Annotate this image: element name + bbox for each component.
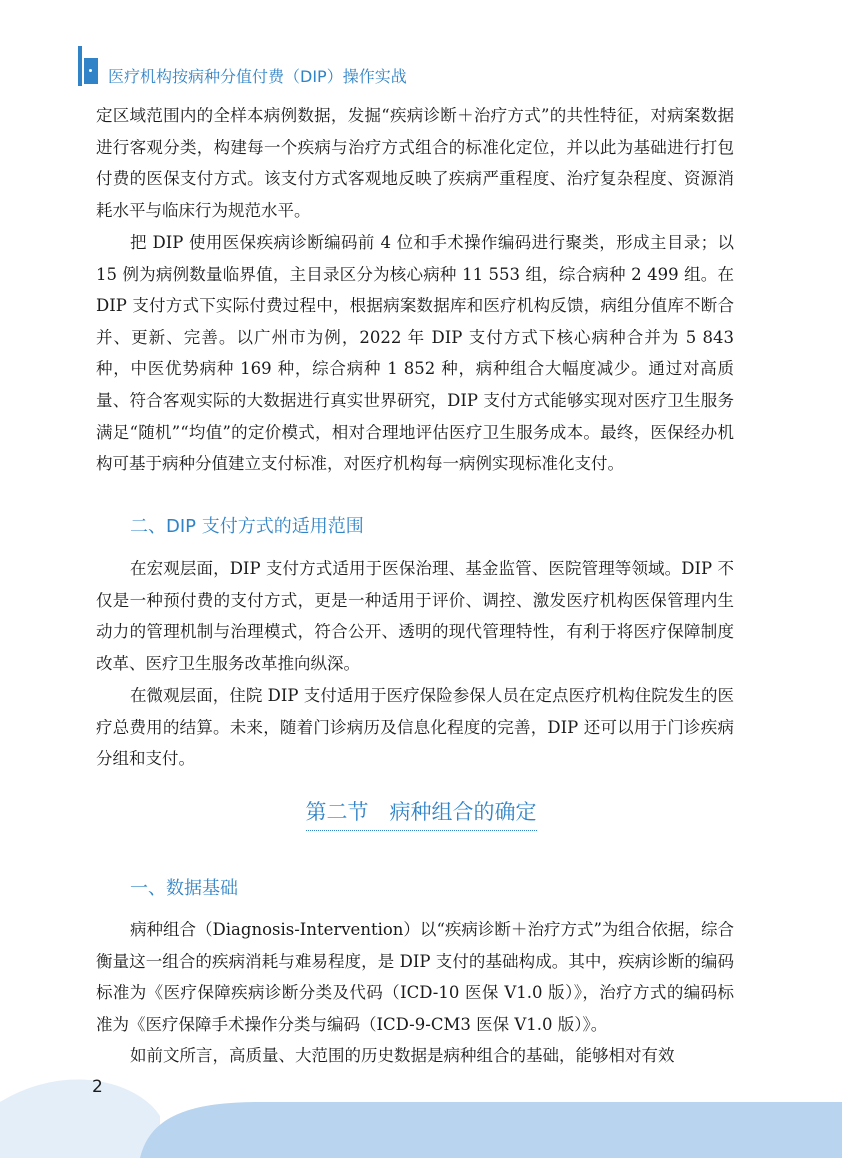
running-header bbox=[78, 46, 778, 86]
header-accent-bar bbox=[78, 46, 82, 86]
paragraph-micro-level: 在微观层面，住院 DIP 支付适用于医疗保险参保人员在定点医疗机构住院发生的医疗总费用的结算。未来，随着门诊病历及信息化程度的完善，DIP 还可以用于门诊疾病分组和支付。 bbox=[96, 686, 734, 769]
chapter-title-block bbox=[0, 796, 842, 831]
bookmark-tab-icon bbox=[84, 58, 98, 84]
section-heading-scope: 二、DIP 支付方式的适用范围 bbox=[130, 516, 364, 537]
page-number: 2 bbox=[92, 1077, 103, 1097]
footer-wave-decoration bbox=[0, 1066, 842, 1158]
section-heading-data-basis: 一、数据基础 bbox=[130, 878, 238, 899]
paragraph-continuation: 定区域范围内的全样本病例数据，发掘“疾病诊断＋治疗方式”的共性特征，对病案数据进行客观分类，构建每一个疾病与治疗方式组合的标准化定位，并以此为基础进行打包付费的医保支付方式。该支付方式客观地反映了疾病严重程度、治疗复杂程度、资源消耗水平与临床行为规范水平。 bbox=[96, 106, 734, 220]
paragraph-dip-clustering: 把 DIP 使用医保疾病诊断编码前 4 位和手术操作编码进行聚类，形成主目录；以 15 例为病例数量临界值，主目录区分为核心病种 11 553 组，综合病种 2 499 组。在 DIP 支付方式下实际付费过程中，根据病案数据库和医疗机构反馈，病组分值库不断合并、更新、完善。以广州市为例，2022 年 DIP 支付方式下核心病种合并为 5 843 种，中医优势病种 169 种，综合病种 1 852 种，病种组合大幅度减少。通过对高质量、符合客观实际的大数据进行真实世界研究，DIP 支付方式能够实现对医疗卫生服务满足“随机”“均值”的定价模式，相对合理地评估医疗卫生服务成本。最终，医保经办机构可基于病种分值建立支付标准，对医疗机构每一病例实现标准化支付。 bbox=[96, 233, 734, 474]
running-header-title: 医疗机构按病种分值付费（DIP）操作实战 bbox=[108, 67, 407, 86]
paragraph-historical-data: 如前文所言，高质量、大范围的历史数据是病种组合的基础，能够相对有效 bbox=[130, 1046, 675, 1065]
paragraph-diagnosis-intervention: 病种组合（Diagnosis-Intervention）以“疾病诊断＋治疗方式”为组合依据，综合衡量这一组合的疾病消耗与难易程度，是 DIP 支付的基础构成。其中，疾病诊断的编码标准为《医疗保障疾病诊断分类及代码（ICD-10 医保 V1.0 版）》，治疗方式的编码标准为《医疗保障手术操作分类与编码（ICD-9-CM3 医保 V1.0 版）》。 bbox=[96, 920, 734, 1034]
chapter-title: 第二节 病种组合的确定 bbox=[306, 796, 537, 831]
paragraph-macro-level: 在宏观层面，DIP 支付方式适用于医保治理、基金监管、医院管理等领域。DIP 不仅是一种预付费的支付方式，更是一种适用于评价、调控、激发医疗机构医保管理内生动力的管理机制与治理模式，符合公开、透明的现代管理特性，有利于将医疗保障制度改革、医疗卫生服务改革推向纵深。 bbox=[96, 559, 734, 673]
